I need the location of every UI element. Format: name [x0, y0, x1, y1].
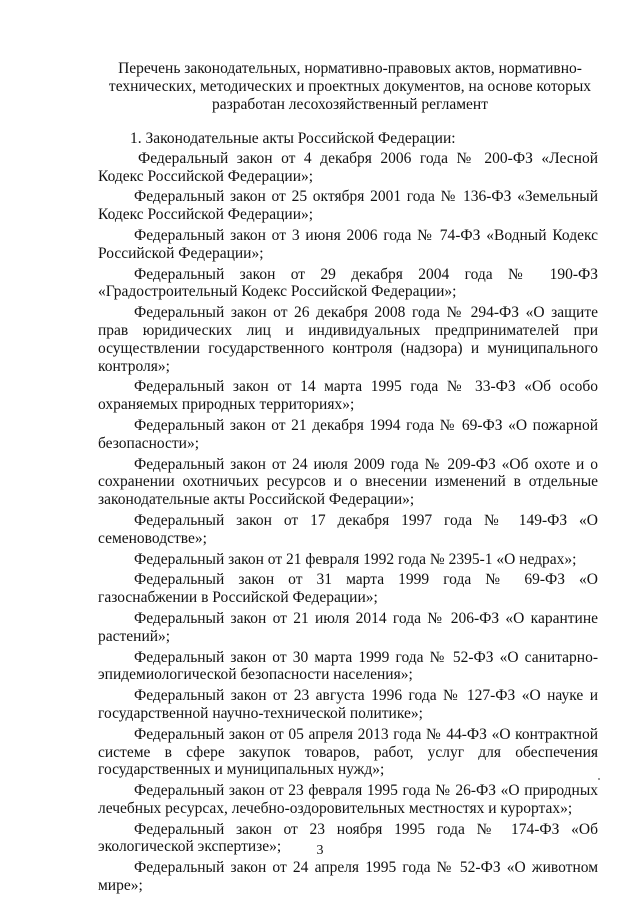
law-entry: Федеральный закон от 23 ноября 1995 года № 174-ФЗ «Об экологической экспертизе»; — [98, 820, 598, 856]
law-entry: Федеральный закон от 30 марта 1999 года № 52-ФЗ «О санитарно-эпидемиологической безопасности населения»; — [98, 648, 598, 684]
law-entry: Федеральный закон от 31 марта 1999 года № 69-ФЗ «О газоснабжении в Российской Федерации»; — [98, 571, 598, 607]
law-entry: Федеральный закон от 24 июля 2009 года № 209-ФЗ «Об охоте и о сохранении охотничьих ресурсов и о внесении изменений в отдельные законодательные акты Российской Федерации»; — [98, 455, 598, 509]
law-entry: Федеральный закон от 21 февраля 1992 года № 2395-1 «О недрах»; — [134, 550, 577, 568]
scan-speck — [598, 778, 600, 780]
document-title — [100, 60, 600, 114]
page-number: 3 — [316, 843, 324, 858]
law-entry: Федеральный закон от 4 декабря 2006 года № 200-ФЗ «Лесной Кодекс Российской Федерации»; — [98, 149, 598, 185]
title-line: Перечень законодательных, нормативно-правовых актов, нормативно- — [118, 60, 582, 77]
section-heading: 1. Законодательные акты Российской Федерации: — [130, 130, 456, 147]
law-entry: Федеральный закон от 25 октября 2001 года № 136-ФЗ «Земельный Кодекс Российской Федерации»; — [98, 188, 598, 224]
law-entry: Федеральный закон от 3 июня 2006 года № 74-ФЗ «Водный Кодекс Российской Федерации»; — [98, 226, 598, 262]
law-entry: Федеральный закон от 23 февраля 1995 года № 26-ФЗ «О природных лечебных ресурсах, лечебно-оздоровительных местностях и курортах»; — [98, 782, 598, 817]
law-entry: Федеральный закон от 26 декабря 2008 года № 294-ФЗ «О защите прав юридических лиц и индивидуальных предпринимателей при осуществлении государственного контроля (надзора) и муниципального контроля»; — [98, 304, 598, 375]
law-entry: Федеральный закон от 21 декабря 1994 года № 69-ФЗ «О пожарной безопасности»; — [98, 416, 598, 452]
law-entry: Федеральный закон от 17 декабря 1997 года № 149-ФЗ «О семеноводстве»; — [98, 511, 598, 547]
title-line: разработан лесохозяйственный регламент — [211, 96, 489, 113]
law-entry: Федеральный закон от 23 августа 1996 года № 127-ФЗ «О науке и государственной научно-технической политике»; — [98, 687, 598, 722]
document-body — [98, 130, 598, 898]
law-entry: Федеральный закон от 21 июля 2014 года № 206-ФЗ «О карантине растений»; — [98, 609, 598, 645]
law-entry: Федеральный закон от 29 декабря 2004 года № 190-ФЗ «Градостроительный Кодекс Российской Федерации»; — [98, 265, 598, 301]
law-entry: Федеральный закон от 14 марта 1995 года № 33-ФЗ «Об особо охраняемых природных территориях»; — [98, 378, 598, 414]
title-line: технических, методических и проектных документов, на основе которых — [108, 78, 592, 95]
law-entry: Федеральный закон от 24 апреля 1995 года № 52-ФЗ «О животном мире»; — [98, 859, 598, 895]
law-entry: Федеральный закон от 05 апреля 2013 года № 44-ФЗ «О контрактной системе в сфере закупок товаров, работ, услуг для обеспечения государственных и муниципальных нужд»; — [98, 725, 598, 779]
